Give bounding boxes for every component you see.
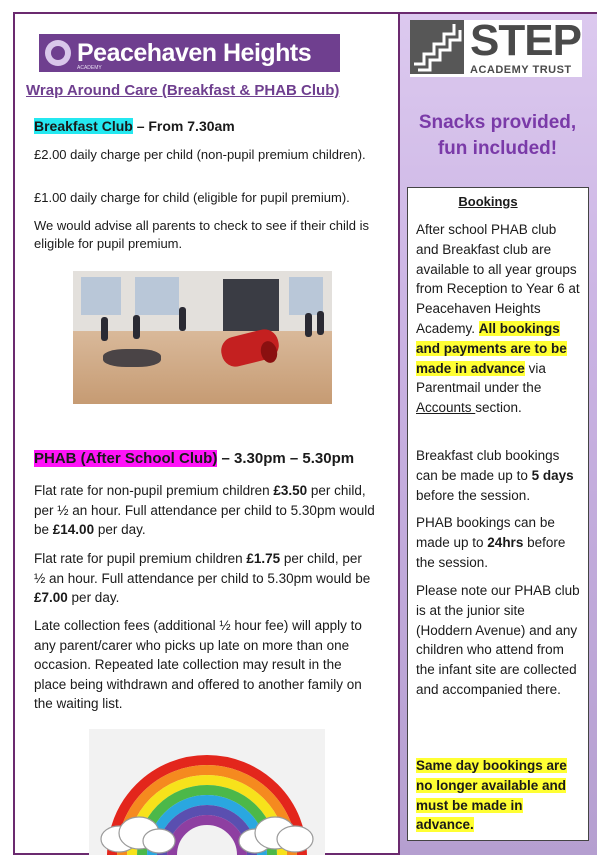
breakfast-label: Breakfast Club xyxy=(34,118,133,134)
breakfast-advice: We would advise all parents to check to see if their child is eligible for pupil premium. xyxy=(34,218,370,251)
step-stairs-icon xyxy=(410,20,464,74)
logo-text: Peacehaven Heights xyxy=(77,38,312,67)
phab-label: PHAB (After School Club) xyxy=(34,450,218,467)
breakfast-charge-premium: £1.00 daily charge for child (eligible for pupil premium). xyxy=(34,190,350,205)
bookings-availability: After school PHAB club and Breakfast club are available to all year groups from Reception to Year 6 at Peacehaven Heights Academy. All bookings and payments are to be made in advance via Parentmail under the Accounts section. xyxy=(416,222,580,416)
bookings-same-day-note: Same day bookings are no longer available and must be made in advance. xyxy=(416,758,567,833)
bookings-title: Bookings xyxy=(458,194,518,209)
phab-rate-premium: Flat rate for pupil premium children £1.75 per child, per ½ an hour. Full attendance per child to 5.30pm would be £7.00 per day. xyxy=(34,551,371,605)
breakfast-time: – From 7.30am xyxy=(132,118,235,134)
logo-icon xyxy=(45,40,71,66)
phab-rate-standard: Flat rate for non-pupil premium children £3.50 per child, per ½ an hour. Full attendance per child to 5.30pm would be £14.00 per day. xyxy=(34,483,375,537)
snacks-tagline: Snacks provided, fun included! xyxy=(418,112,577,159)
logo-subtext: ACADEMY xyxy=(77,65,102,71)
bookings-junior-site-note: Please note our PHAB club is at the junior site (Hoddern Avenue) and any children who attend from the infant site are collected and accompanied there. xyxy=(416,583,580,697)
step-logo xyxy=(410,16,582,77)
page-subtitle: Wrap Around Care (Breakfast & PHAB Club) xyxy=(26,82,340,99)
bookings-breakfast: Breakfast club bookings can be made up to 5 days before the session. xyxy=(416,448,574,503)
step-sub: ACADEMY TRUST xyxy=(470,64,572,76)
bookings-phab: PHAB bookings can be made up to 24hrs before the session. xyxy=(416,515,566,570)
peacehaven-logo xyxy=(39,34,340,72)
phab-heading xyxy=(34,450,354,467)
hall-photo xyxy=(73,271,332,404)
breakfast-heading xyxy=(34,118,235,134)
bookings-box xyxy=(407,187,589,841)
step-name: STEP xyxy=(470,16,581,65)
breakfast-charge-standard: £2.00 daily charge per child (non-pupil premium children). xyxy=(34,147,366,162)
phab-time: – 3.30pm – 5.30pm xyxy=(217,450,355,467)
late-collection-note: Late collection fees (additional ½ hour fee) will apply to any parent/carer who picks up late on more than one occasion. Repeated late collection may result in the place being withdrawn and offered to another family on the waiting list. xyxy=(34,618,362,711)
rainbow-image xyxy=(89,729,325,855)
